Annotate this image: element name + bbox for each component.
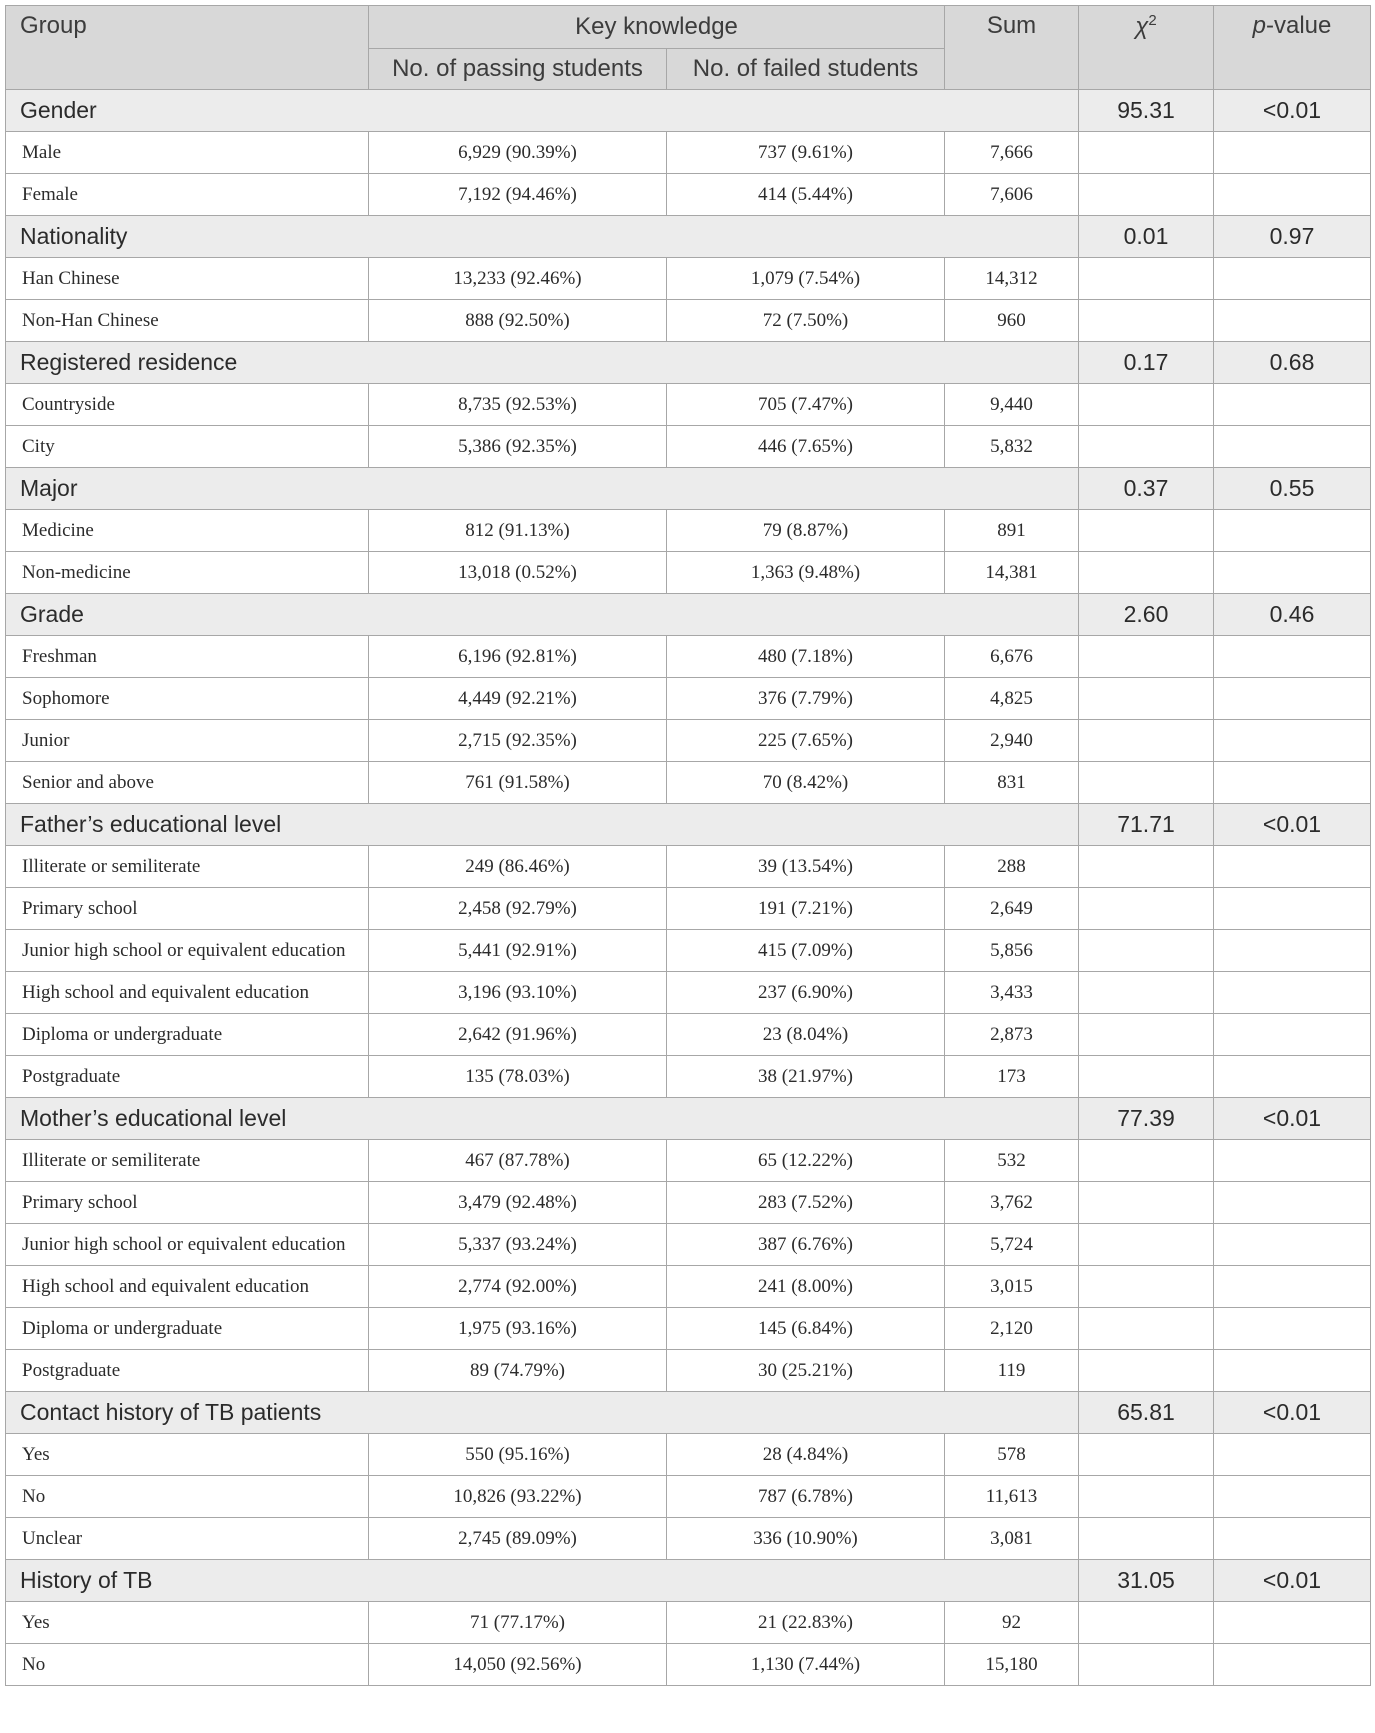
failed-count: 30 (25.21%) bbox=[667, 1350, 945, 1392]
table-row bbox=[6, 1308, 1371, 1350]
table-row bbox=[6, 132, 1371, 174]
chi-square-value: 77.39 bbox=[1079, 1098, 1214, 1140]
category-row bbox=[6, 1392, 1371, 1434]
sum-count: 5,832 bbox=[945, 426, 1079, 468]
empty-chi-cell bbox=[1079, 1350, 1214, 1392]
chi-square-value: 0.01 bbox=[1079, 216, 1214, 258]
sum-count: 6,676 bbox=[945, 636, 1079, 678]
table-row bbox=[6, 258, 1371, 300]
sum-count: 5,724 bbox=[945, 1224, 1079, 1266]
passing-count: 2,715 (92.35%) bbox=[369, 720, 667, 762]
failed-count: 65 (12.22%) bbox=[667, 1140, 945, 1182]
failed-count: 38 (21.97%) bbox=[667, 1056, 945, 1098]
passing-count: 135 (78.03%) bbox=[369, 1056, 667, 1098]
table-row bbox=[6, 510, 1371, 552]
failed-count: 237 (6.90%) bbox=[667, 972, 945, 1014]
header-group: Group bbox=[6, 6, 369, 90]
sum-count: 92 bbox=[945, 1602, 1079, 1644]
empty-p-cell bbox=[1214, 1308, 1371, 1350]
empty-p-cell bbox=[1214, 552, 1371, 594]
passing-count: 8,735 (92.53%) bbox=[369, 384, 667, 426]
subgroup-name: Postgraduate bbox=[6, 1056, 369, 1098]
empty-chi-cell bbox=[1079, 1056, 1214, 1098]
empty-chi-cell bbox=[1079, 636, 1214, 678]
table-row bbox=[6, 636, 1371, 678]
table-row bbox=[6, 972, 1371, 1014]
failed-count: 1,363 (9.48%) bbox=[667, 552, 945, 594]
p-value: <0.01 bbox=[1214, 1098, 1371, 1140]
empty-chi-cell bbox=[1079, 426, 1214, 468]
p-value: <0.01 bbox=[1214, 1560, 1371, 1602]
failed-count: 191 (7.21%) bbox=[667, 888, 945, 930]
category-row bbox=[6, 594, 1371, 636]
table-row bbox=[6, 1014, 1371, 1056]
empty-chi-cell bbox=[1079, 930, 1214, 972]
category-name: Contact history of TB patients bbox=[6, 1392, 1079, 1434]
table-row bbox=[6, 762, 1371, 804]
empty-p-cell bbox=[1214, 174, 1371, 216]
passing-count: 13,018 (0.52%) bbox=[369, 552, 667, 594]
sum-count: 119 bbox=[945, 1350, 1079, 1392]
table-body bbox=[6, 90, 1371, 1686]
passing-count: 14,050 (92.56%) bbox=[369, 1644, 667, 1686]
subgroup-name: No bbox=[6, 1644, 369, 1686]
category-row bbox=[6, 342, 1371, 384]
subgroup-name: Primary school bbox=[6, 888, 369, 930]
failed-count: 414 (5.44%) bbox=[667, 174, 945, 216]
passing-count: 550 (95.16%) bbox=[369, 1434, 667, 1476]
sum-count: 2,940 bbox=[945, 720, 1079, 762]
subgroup-name: High school and equivalent education bbox=[6, 1266, 369, 1308]
empty-chi-cell bbox=[1079, 132, 1214, 174]
category-name: Mother’s educational level bbox=[6, 1098, 1079, 1140]
passing-count: 1,975 (93.16%) bbox=[369, 1308, 667, 1350]
category-row bbox=[6, 1560, 1371, 1602]
category-row bbox=[6, 216, 1371, 258]
failed-count: 225 (7.65%) bbox=[667, 720, 945, 762]
sum-count: 7,606 bbox=[945, 174, 1079, 216]
header-sum: Sum bbox=[945, 6, 1079, 90]
empty-chi-cell bbox=[1079, 258, 1214, 300]
sum-count: 7,666 bbox=[945, 132, 1079, 174]
category-row bbox=[6, 90, 1371, 132]
table-row bbox=[6, 1518, 1371, 1560]
failed-count: 336 (10.90%) bbox=[667, 1518, 945, 1560]
empty-chi-cell bbox=[1079, 1266, 1214, 1308]
empty-chi-cell bbox=[1079, 1182, 1214, 1224]
empty-chi-cell bbox=[1079, 1014, 1214, 1056]
table-header bbox=[6, 6, 1371, 90]
table-row bbox=[6, 720, 1371, 762]
passing-count: 761 (91.58%) bbox=[369, 762, 667, 804]
chi-square-value: 31.05 bbox=[1079, 1560, 1214, 1602]
empty-p-cell bbox=[1214, 720, 1371, 762]
table-row bbox=[6, 1350, 1371, 1392]
failed-count: 387 (6.76%) bbox=[667, 1224, 945, 1266]
empty-p-cell bbox=[1214, 1476, 1371, 1518]
empty-chi-cell bbox=[1079, 846, 1214, 888]
empty-p-cell bbox=[1214, 1518, 1371, 1560]
subgroup-name: Han Chinese bbox=[6, 258, 369, 300]
category-name: Registered residence bbox=[6, 342, 1079, 384]
table-row bbox=[6, 1434, 1371, 1476]
passing-count: 5,386 (92.35%) bbox=[369, 426, 667, 468]
sum-count: 288 bbox=[945, 846, 1079, 888]
empty-chi-cell bbox=[1079, 1140, 1214, 1182]
p-value: <0.01 bbox=[1214, 804, 1371, 846]
sum-count: 2,873 bbox=[945, 1014, 1079, 1056]
p-value: 0.97 bbox=[1214, 216, 1371, 258]
subgroup-name: Freshman bbox=[6, 636, 369, 678]
subgroup-name: Yes bbox=[6, 1602, 369, 1644]
table-row bbox=[6, 1140, 1371, 1182]
subgroup-name: Senior and above bbox=[6, 762, 369, 804]
sum-count: 532 bbox=[945, 1140, 1079, 1182]
chi-square-value: 65.81 bbox=[1079, 1392, 1214, 1434]
empty-p-cell bbox=[1214, 1140, 1371, 1182]
empty-p-cell bbox=[1214, 1266, 1371, 1308]
subgroup-name: Illiterate or semiliterate bbox=[6, 846, 369, 888]
category-name: Father’s educational level bbox=[6, 804, 1079, 846]
empty-p-cell bbox=[1214, 888, 1371, 930]
failed-count: 1,130 (7.44%) bbox=[667, 1644, 945, 1686]
category-row bbox=[6, 1098, 1371, 1140]
chi-symbol: χ bbox=[1135, 13, 1149, 40]
category-name: Nationality bbox=[6, 216, 1079, 258]
passing-count: 2,642 (91.96%) bbox=[369, 1014, 667, 1056]
passing-count: 2,745 (89.09%) bbox=[369, 1518, 667, 1560]
passing-count: 2,774 (92.00%) bbox=[369, 1266, 667, 1308]
subgroup-name: Sophomore bbox=[6, 678, 369, 720]
sum-count: 831 bbox=[945, 762, 1079, 804]
failed-count: 23 (8.04%) bbox=[667, 1014, 945, 1056]
subgroup-name: Yes bbox=[6, 1434, 369, 1476]
empty-p-cell bbox=[1214, 258, 1371, 300]
empty-chi-cell bbox=[1079, 678, 1214, 720]
table-row bbox=[6, 678, 1371, 720]
p-letter: p bbox=[1252, 12, 1266, 39]
subgroup-name: Junior high school or equivalent education bbox=[6, 1224, 369, 1266]
passing-count: 4,449 (92.21%) bbox=[369, 678, 667, 720]
failed-count: 283 (7.52%) bbox=[667, 1182, 945, 1224]
failed-count: 39 (13.54%) bbox=[667, 846, 945, 888]
passing-count: 6,929 (90.39%) bbox=[369, 132, 667, 174]
passing-count: 89 (74.79%) bbox=[369, 1350, 667, 1392]
empty-chi-cell bbox=[1079, 1224, 1214, 1266]
empty-p-cell bbox=[1214, 972, 1371, 1014]
table-row bbox=[6, 846, 1371, 888]
empty-p-cell bbox=[1214, 1644, 1371, 1686]
table-row bbox=[6, 1056, 1371, 1098]
subgroup-name: Medicine bbox=[6, 510, 369, 552]
empty-chi-cell bbox=[1079, 1308, 1214, 1350]
failed-count: 705 (7.47%) bbox=[667, 384, 945, 426]
chi-square-value: 0.17 bbox=[1079, 342, 1214, 384]
header-passing: No. of passing students bbox=[369, 49, 667, 90]
failed-count: 1,079 (7.54%) bbox=[667, 258, 945, 300]
header-chi-square bbox=[1079, 6, 1214, 90]
passing-count: 249 (86.46%) bbox=[369, 846, 667, 888]
p-value: 0.46 bbox=[1214, 594, 1371, 636]
empty-chi-cell bbox=[1079, 1434, 1214, 1476]
failed-count: 145 (6.84%) bbox=[667, 1308, 945, 1350]
empty-p-cell bbox=[1214, 636, 1371, 678]
empty-chi-cell bbox=[1079, 174, 1214, 216]
subgroup-name: Postgraduate bbox=[6, 1350, 369, 1392]
table-row bbox=[6, 1644, 1371, 1686]
table-row bbox=[6, 174, 1371, 216]
category-name: Grade bbox=[6, 594, 1079, 636]
empty-chi-cell bbox=[1079, 1476, 1214, 1518]
table-row bbox=[6, 300, 1371, 342]
sum-count: 14,312 bbox=[945, 258, 1079, 300]
passing-count: 71 (77.17%) bbox=[369, 1602, 667, 1644]
failed-count: 70 (8.42%) bbox=[667, 762, 945, 804]
passing-count: 6,196 (92.81%) bbox=[369, 636, 667, 678]
sum-count: 3,762 bbox=[945, 1182, 1079, 1224]
subgroup-name: Primary school bbox=[6, 1182, 369, 1224]
subgroup-name: High school and equivalent education bbox=[6, 972, 369, 1014]
empty-chi-cell bbox=[1079, 300, 1214, 342]
empty-p-cell bbox=[1214, 132, 1371, 174]
empty-p-cell bbox=[1214, 1350, 1371, 1392]
header-p-value bbox=[1214, 6, 1371, 90]
passing-count: 5,337 (93.24%) bbox=[369, 1224, 667, 1266]
table-row bbox=[6, 888, 1371, 930]
sum-count: 5,856 bbox=[945, 930, 1079, 972]
sum-count: 3,081 bbox=[945, 1518, 1079, 1560]
failed-count: 72 (7.50%) bbox=[667, 300, 945, 342]
sum-count: 960 bbox=[945, 300, 1079, 342]
sum-count: 891 bbox=[945, 510, 1079, 552]
sum-count: 15,180 bbox=[945, 1644, 1079, 1686]
p-value: <0.01 bbox=[1214, 90, 1371, 132]
sum-count: 11,613 bbox=[945, 1476, 1079, 1518]
subgroup-name: Non-Han Chinese bbox=[6, 300, 369, 342]
passing-count: 3,479 (92.48%) bbox=[369, 1182, 667, 1224]
failed-count: 28 (4.84%) bbox=[667, 1434, 945, 1476]
empty-chi-cell bbox=[1079, 510, 1214, 552]
passing-count: 13,233 (92.46%) bbox=[369, 258, 667, 300]
passing-count: 2,458 (92.79%) bbox=[369, 888, 667, 930]
table-row bbox=[6, 930, 1371, 972]
sum-count: 14,381 bbox=[945, 552, 1079, 594]
category-name: Major bbox=[6, 468, 1079, 510]
table-row bbox=[6, 1224, 1371, 1266]
empty-chi-cell bbox=[1079, 1518, 1214, 1560]
empty-chi-cell bbox=[1079, 1602, 1214, 1644]
passing-count: 10,826 (93.22%) bbox=[369, 1476, 667, 1518]
table-row bbox=[6, 1602, 1371, 1644]
empty-p-cell bbox=[1214, 678, 1371, 720]
subgroup-name: Non-medicine bbox=[6, 552, 369, 594]
empty-p-cell bbox=[1214, 1434, 1371, 1476]
failed-count: 737 (9.61%) bbox=[667, 132, 945, 174]
empty-p-cell bbox=[1214, 1056, 1371, 1098]
subgroup-name: City bbox=[6, 426, 369, 468]
subgroup-name: No bbox=[6, 1476, 369, 1518]
empty-p-cell bbox=[1214, 300, 1371, 342]
empty-p-cell bbox=[1214, 426, 1371, 468]
failed-count: 376 (7.79%) bbox=[667, 678, 945, 720]
p-value: <0.01 bbox=[1214, 1392, 1371, 1434]
chi-square-value: 95.31 bbox=[1079, 90, 1214, 132]
failed-count: 21 (22.83%) bbox=[667, 1602, 945, 1644]
subgroup-name: Illiterate or semiliterate bbox=[6, 1140, 369, 1182]
empty-p-cell bbox=[1214, 1182, 1371, 1224]
empty-p-cell bbox=[1214, 1602, 1371, 1644]
chi-square-value: 71.71 bbox=[1079, 804, 1214, 846]
sum-count: 4,825 bbox=[945, 678, 1079, 720]
passing-count: 3,196 (93.10%) bbox=[369, 972, 667, 1014]
sum-count: 2,649 bbox=[945, 888, 1079, 930]
subgroup-name: Countryside bbox=[6, 384, 369, 426]
empty-p-cell bbox=[1214, 846, 1371, 888]
empty-p-cell bbox=[1214, 1224, 1371, 1266]
sum-count: 3,433 bbox=[945, 972, 1079, 1014]
failed-count: 480 (7.18%) bbox=[667, 636, 945, 678]
subgroup-name: Junior high school or equivalent education bbox=[6, 930, 369, 972]
category-row bbox=[6, 804, 1371, 846]
sum-count: 173 bbox=[945, 1056, 1079, 1098]
empty-p-cell bbox=[1214, 384, 1371, 426]
passing-count: 467 (87.78%) bbox=[369, 1140, 667, 1182]
empty-chi-cell bbox=[1079, 552, 1214, 594]
passing-count: 7,192 (94.46%) bbox=[369, 174, 667, 216]
empty-chi-cell bbox=[1079, 762, 1214, 804]
passing-count: 812 (91.13%) bbox=[369, 510, 667, 552]
chi-square-value: 0.37 bbox=[1079, 468, 1214, 510]
failed-count: 79 (8.87%) bbox=[667, 510, 945, 552]
category-row bbox=[6, 468, 1371, 510]
passing-count: 5,441 (92.91%) bbox=[369, 930, 667, 972]
failed-count: 446 (7.65%) bbox=[667, 426, 945, 468]
subgroup-name: Junior bbox=[6, 720, 369, 762]
subgroup-name: Unclear bbox=[6, 1518, 369, 1560]
table-row bbox=[6, 1476, 1371, 1518]
passing-count: 888 (92.50%) bbox=[369, 300, 667, 342]
failed-count: 787 (6.78%) bbox=[667, 1476, 945, 1518]
subgroup-name: Male bbox=[6, 132, 369, 174]
sum-count: 9,440 bbox=[945, 384, 1079, 426]
p-value: 0.68 bbox=[1214, 342, 1371, 384]
sum-count: 3,015 bbox=[945, 1266, 1079, 1308]
table-row bbox=[6, 426, 1371, 468]
subgroup-name: Female bbox=[6, 174, 369, 216]
chi-superscript: 2 bbox=[1148, 12, 1157, 29]
subgroup-name: Diploma or undergraduate bbox=[6, 1308, 369, 1350]
knowledge-table bbox=[5, 5, 1371, 1686]
subgroup-name: Diploma or undergraduate bbox=[6, 1014, 369, 1056]
empty-chi-cell bbox=[1079, 888, 1214, 930]
empty-p-cell bbox=[1214, 762, 1371, 804]
table-row bbox=[6, 1182, 1371, 1224]
table-row bbox=[6, 384, 1371, 426]
table-row bbox=[6, 1266, 1371, 1308]
empty-p-cell bbox=[1214, 1014, 1371, 1056]
empty-p-cell bbox=[1214, 510, 1371, 552]
empty-chi-cell bbox=[1079, 1644, 1214, 1686]
category-name: History of TB bbox=[6, 1560, 1079, 1602]
failed-count: 415 (7.09%) bbox=[667, 930, 945, 972]
header-failed: No. of failed students bbox=[667, 49, 945, 90]
empty-chi-cell bbox=[1079, 720, 1214, 762]
sum-count: 2,120 bbox=[945, 1308, 1079, 1350]
empty-chi-cell bbox=[1079, 384, 1214, 426]
table-row bbox=[6, 552, 1371, 594]
header-key-knowledge: Key knowledge bbox=[369, 6, 945, 49]
category-name: Gender bbox=[6, 90, 1079, 132]
p-suffix: -value bbox=[1265, 12, 1332, 39]
sum-count: 578 bbox=[945, 1434, 1079, 1476]
failed-count: 241 (8.00%) bbox=[667, 1266, 945, 1308]
p-value: 0.55 bbox=[1214, 468, 1371, 510]
empty-p-cell bbox=[1214, 930, 1371, 972]
empty-chi-cell bbox=[1079, 972, 1214, 1014]
chi-square-value: 2.60 bbox=[1079, 594, 1214, 636]
